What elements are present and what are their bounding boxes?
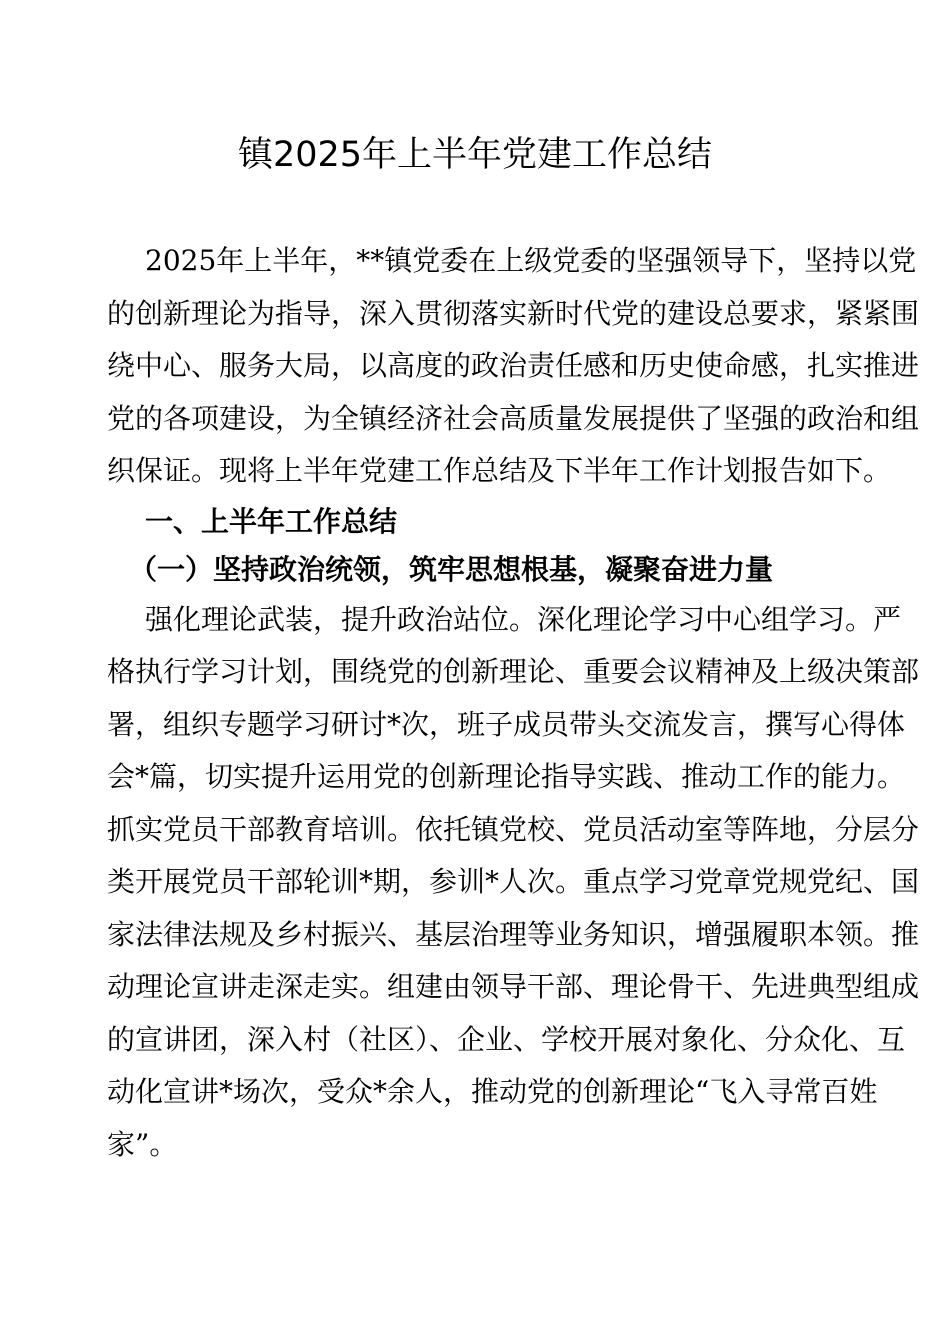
paragraph-line: 动化宣讲*场次，受众*余人，推动党的创新理论“飞入寻常百姓 — [107, 1075, 878, 1108]
document-title: 镇2025年上半年党建工作总结 — [237, 135, 713, 175]
subsection-heading: （一）坚持政治统领，筑牢思想根基，凝聚奋进力量 — [129, 552, 774, 586]
paragraph-line: 家”。 — [107, 1127, 178, 1161]
paragraph-line: 动理论宣讲走深走实。组建由领导干部、理论骨干、先进典型组成 — [107, 970, 920, 1003]
intro-paragraph — [107, 235, 920, 498]
paragraph-line: 类开展党员干部轮训*期，参训*人次。重点学习党章党规党纪、国 — [107, 865, 920, 898]
paragraph-line: 强化理论武装，提升政治站位。深化理论学习中心组学习。严 — [145, 602, 902, 636]
paragraph-line: 的创新理论为指导，深入贯彻落实新时代党的建设总要求，紧紧围 — [107, 296, 920, 330]
paragraph-line: 会*篇，切实提升运用党的创新理论指导实践、推动工作的能力。 — [107, 760, 906, 793]
body-paragraph — [107, 594, 920, 1172]
paragraph-line: 2025年上半年，**镇党委在上级党委的坚强领导下，坚持以党 — [145, 244, 917, 277]
paragraph-line: 家法律法规及乡村振兴、基层治理等业务知识，增强履职本领。推 — [107, 917, 920, 951]
paragraph-line: 抓实党员干部教育培训。依托镇党校、党员活动室等阵地，分层分 — [107, 812, 920, 846]
paragraph-line: 党的各项建设，为全镇经济社会高质量发展提供了坚强的政治和组 — [107, 401, 920, 435]
paragraph-line: 绕中心、服务大局，以高度的政治责任感和历史使命感，扎实推进 — [107, 349, 920, 382]
paragraph-line: 格执行学习计划，围绕党的创新理论、重要会议精神及上级决策部 — [107, 655, 920, 688]
paragraph-line: 署，组织专题学习研讨*次，班子成员带头交流发言，撰写心得体 — [107, 707, 906, 741]
paragraph-line: 织保证。现将上半年党建工作总结及下半年工作计划报告如下。 — [107, 454, 892, 487]
document-body — [107, 235, 920, 1171]
section-heading: 一、上半年工作总结 — [145, 504, 398, 538]
paragraph-line: 的宣讲团，深入村（社区）、企业、学校开展对象化、分众化、互 — [107, 1022, 906, 1056]
